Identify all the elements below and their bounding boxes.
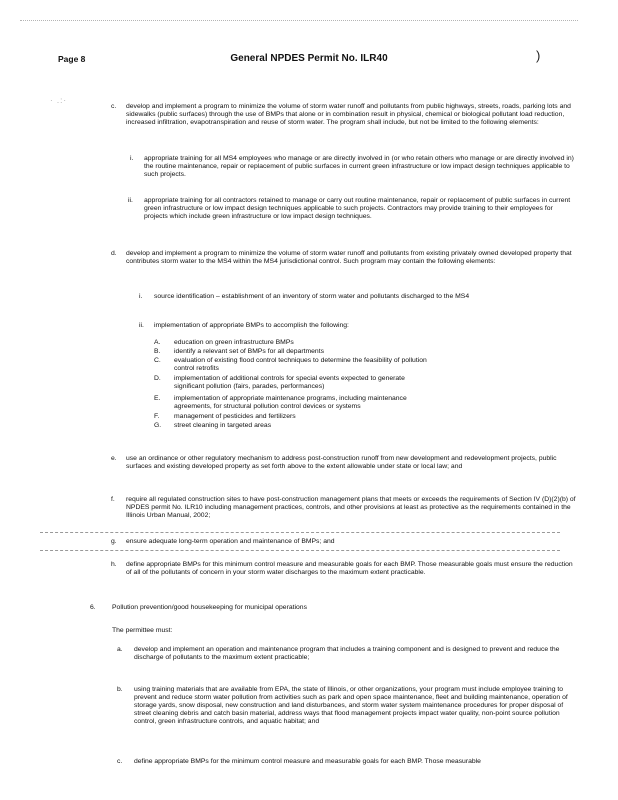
list-item-text: implementation of appropriate maintenance programs, including maintenance agreements, for structural pollution control devices or systems xyxy=(174,395,407,411)
section-6-heading: Pollution prevention/good housekeeping for municipal operations xyxy=(112,604,307,611)
scan-artifact: · .:· xyxy=(50,96,67,105)
section-6-label: 6. xyxy=(90,604,96,611)
section-c-i-text: appropriate training for all MS4 employees who manage or are directly involved in (or who retain others who manage or are directly involved in) the routine maintenance, repair or replacement of public surfaces in current green infrastructure or low impact design techniques applicable to such projects. xyxy=(144,155,574,179)
list-item-text: identify a relevant set of BMPs for all departments xyxy=(174,348,324,355)
section-c-text: develop and implement a program to minimize the volume of storm water runoff and pollutants from public highways, streets, roads, parking lots and sidewalks (public surfaces) through the use of BMPs that alone or in combination result in physical, chemical or biological pollutant load reduction, increased infiltration, evapotranspiration and reuse of storm water. The program shall include, but not be limited to the following elements: xyxy=(126,103,571,127)
scan-dashed-line xyxy=(40,532,560,533)
section-f-text: require all regulated construction sites to have post-construction management plans that meets or exceeds the requirements of Section IV (D)(2)(b) of NPDES permit No. ILR10 including management practices, controls, and other provisions at least as protective as the requirements contained in the Illinois Urban Manual, 2002; xyxy=(126,496,576,520)
section-h-label: h. xyxy=(111,561,117,568)
scan-noise-line xyxy=(20,20,578,21)
list-item-letter: B. xyxy=(154,348,161,355)
section-g-text: ensure adequate long-term operation and maintenance of BMPs; and xyxy=(126,538,335,545)
list-item-text: implementation of additional controls for special events expected to generate significant pollution (fairs, parades, performances) xyxy=(174,375,405,391)
list-item-text: management of pesticides and fertilizers xyxy=(174,413,296,420)
section-d-text: develop and implement a program to minimize the volume of storm water runoff and pollutants from existing privately owned developed property that contributes storm water to the MS4 within the MS4 jurisdictional control. Such program may contain the following elements: xyxy=(126,250,572,266)
section-6c-label: c. xyxy=(117,758,123,765)
section-6c-text: define appropriate BMPs for the minimum control measure and measurable goals for each BMP. Those measurable xyxy=(134,758,481,765)
section-d-i-text: source identification – establishment of an inventory of storm water and pollutants discharged to the MS4 xyxy=(154,293,470,300)
section-d-ii-label: ii. xyxy=(139,322,144,329)
page-number: Page 8 xyxy=(58,54,86,64)
section-c-label: c. xyxy=(111,103,117,110)
list-item-letter: G. xyxy=(154,422,162,429)
list-item-letter: D. xyxy=(154,375,161,382)
section-h-text: define appropriate BMPs for this minimum control measure and measurable goals for each BMP. Those measurable goals must ensure the reduction of all of the pollutants of concern in your storm water discharges to the maximum extent practicable. xyxy=(126,561,573,577)
section-e-label: e. xyxy=(111,455,117,462)
list-item-letter: E. xyxy=(154,395,161,402)
section-f-label: f. xyxy=(111,496,115,503)
section-6a-label: a. xyxy=(117,646,123,653)
section-d-ii-text: implementation of appropriate BMPs to accomplish the following: xyxy=(154,322,349,329)
list-item-text: evaluation of existing flood control techniques to determine the feasibility of pollution control retrofits xyxy=(174,357,427,373)
scan-mark: ) xyxy=(536,48,541,63)
section-d-i-label: i. xyxy=(139,293,143,300)
section-6-intro: The permittee must: xyxy=(112,627,173,634)
page-title: General NPDES Permit No. ILR40 xyxy=(230,53,388,64)
section-6a-text: develop and implement an operation and maintenance program that includes a training component and is designed to prevent and reduce the discharge of pollutants to the maximum extent practicable; xyxy=(134,646,560,662)
section-6b-label: b. xyxy=(117,686,123,693)
section-g-label: g. xyxy=(111,538,117,545)
section-6b-text: using training materials that are available from EPA, the state of Illinois, or other organizations, your program must include employee training to prevent and reduce storm water pollution from activities such as park and open space maintenance, fleet and building maintenance, operation of storage yards, snow disposal, new construction and land disturbances, and storm water system maintenance procedures for proper disposal of street cleaning debris and catch basin material, address ways that flood management projects impact water quality, non-point source pollution control, green infrastructure controls, and aquatic habitat; and xyxy=(134,686,568,726)
section-e-text: use an ordinance or other regulatory mechanism to address post-construction runoff from new development and redevelopment projects, public surfaces and existing developed property as set forth above to the extent allowable under state or local law; and xyxy=(126,455,557,471)
section-d-label: d. xyxy=(111,250,117,257)
list-item-text: education on green infrastructure BMPs xyxy=(174,339,294,346)
section-c-ii-text: appropriate training for all contractors retained to manage or carry out routine maintenance, repair or replacement of public surfaces in current green infrastructure or low impact design techniques applicable to such projects. Contractors may provide training to their employees for projects which include green infrastructure or low impact design techniques. xyxy=(144,197,571,221)
section-c-i-label: i. xyxy=(130,155,134,162)
list-item-letter: F. xyxy=(154,413,160,420)
section-c-ii-label: ii. xyxy=(128,197,133,204)
scan-dashed-line xyxy=(40,550,560,551)
list-item-letter: A. xyxy=(154,339,161,346)
list-item-text: street cleaning in targeted areas xyxy=(174,422,272,429)
list-item-letter: C. xyxy=(154,357,161,364)
